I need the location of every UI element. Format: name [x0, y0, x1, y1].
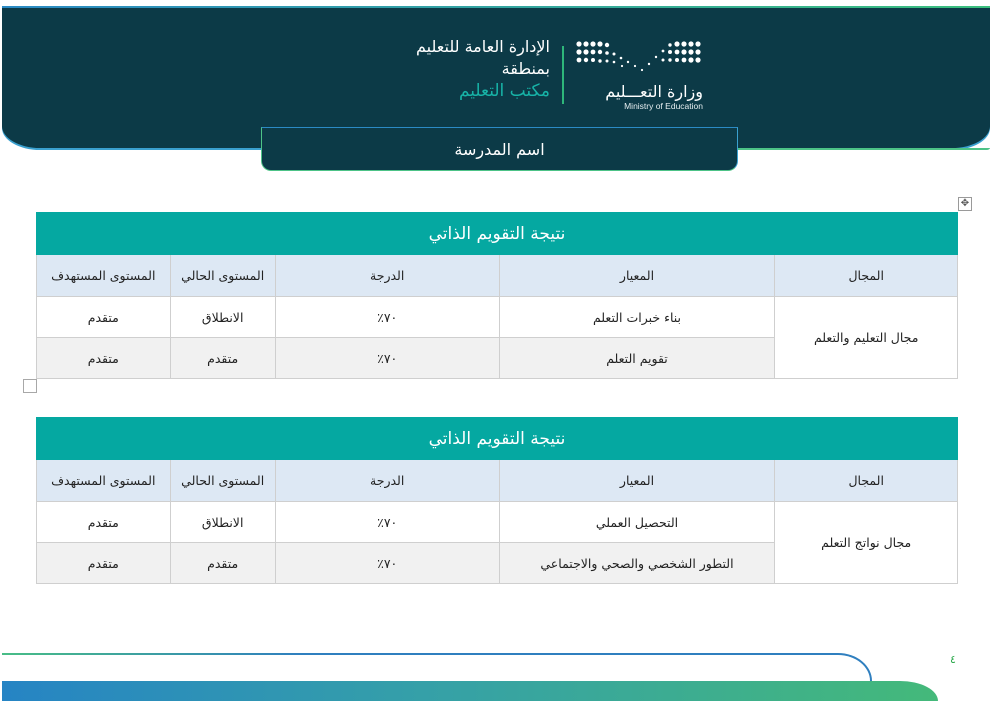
criterion-cell: بناء خبرات التعلم — [499, 297, 775, 338]
target-level-cell: متقدم — [37, 502, 171, 543]
ministry-of-education-logo — [573, 40, 703, 110]
criterion-cell: التطور الشخصي والصحي والاجتماعي — [499, 543, 775, 584]
page-number: ٤ — [950, 653, 956, 666]
col-header-domain: المجال — [775, 255, 958, 297]
col-header-score: الدرجة — [275, 460, 499, 502]
school-name: اسم المدرسة — [454, 139, 545, 159]
current-level-cell: الانطلاق — [170, 502, 275, 543]
col-header-score: الدرجة — [275, 255, 499, 297]
domain-cell: مجال نواتج التعلم — [775, 502, 958, 584]
score-cell: ٧٠٪ — [275, 297, 499, 338]
table-title: نتيجة التقويم الذاتي — [37, 418, 958, 460]
logo-dots-icon — [575, 40, 701, 74]
criterion-cell: التحصيل العملي — [499, 502, 775, 543]
table-row — [37, 502, 958, 543]
table-title: نتيجة التقويم الذاتي — [37, 213, 958, 255]
score-cell: ٧٠٪ — [275, 502, 499, 543]
col-header-criterion: المعيار — [499, 255, 775, 297]
self-evaluation-table-1 — [36, 212, 958, 379]
admin-line-2: بمنطقة — [501, 59, 550, 78]
col-header-target-level: المستوى المستهدف — [37, 460, 171, 502]
ministry-name-arabic: وزارة التعـــليم — [605, 82, 703, 101]
table-move-handle-icon[interactable]: ✥ — [958, 197, 972, 211]
administration-title — [416, 36, 550, 102]
current-level-cell: متقدم — [170, 543, 275, 584]
col-header-current-level: المستوى الحالي — [170, 255, 275, 297]
col-header-current-level: المستوى الحالي — [170, 460, 275, 502]
target-level-cell: متقدم — [37, 338, 171, 379]
ministry-name-english: Ministry of Education — [624, 101, 703, 111]
logo-divider — [562, 46, 564, 104]
col-header-domain: المجال — [775, 460, 958, 502]
office-line: مكتب التعليم — [458, 81, 550, 101]
score-cell: ٧٠٪ — [275, 543, 499, 584]
table-resize-handle[interactable] — [23, 379, 37, 393]
col-header-criterion: المعيار — [499, 460, 775, 502]
target-level-cell: متقدم — [37, 297, 171, 338]
criterion-cell: تقويم التعلم — [499, 338, 775, 379]
footer-gradient-bar — [2, 681, 938, 701]
current-level-cell: الانطلاق — [170, 297, 275, 338]
self-evaluation-table-2 — [36, 417, 958, 584]
table-row — [37, 297, 958, 338]
admin-line-1: الإدارة العامة للتعليم — [416, 37, 550, 56]
col-header-target-level: المستوى المستهدف — [37, 255, 171, 297]
score-cell: ٧٠٪ — [275, 338, 499, 379]
current-level-cell: متقدم — [170, 338, 275, 379]
footer-decorative-line — [2, 653, 872, 681]
target-level-cell: متقدم — [37, 543, 171, 584]
domain-cell: مجال التعليم والتعلم — [775, 297, 958, 379]
school-name-box — [261, 127, 738, 171]
